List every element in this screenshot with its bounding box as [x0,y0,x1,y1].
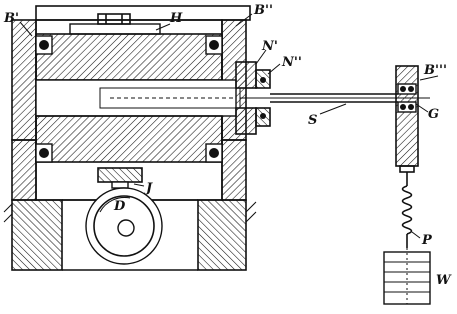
label-d: D [114,199,126,214]
label-g: G [428,107,440,122]
label-p: P [422,233,432,248]
label-s: S [308,113,318,128]
label-n-double-prime: N'' [282,55,302,70]
lower-rotor [36,116,222,162]
label-b-prime: B' [4,11,19,26]
label-n-prime: N' [262,39,278,54]
label-h: H [170,11,183,26]
top-slide-block [70,14,160,34]
spindle-bore [36,80,240,116]
label-j: J [146,181,153,196]
label-b-triple-prime: B''' [424,63,447,78]
label-b-double-prime: B'' [254,3,273,18]
label-w: W [436,273,451,288]
outer-bearing [396,66,418,172]
upper-rotor [36,34,222,80]
